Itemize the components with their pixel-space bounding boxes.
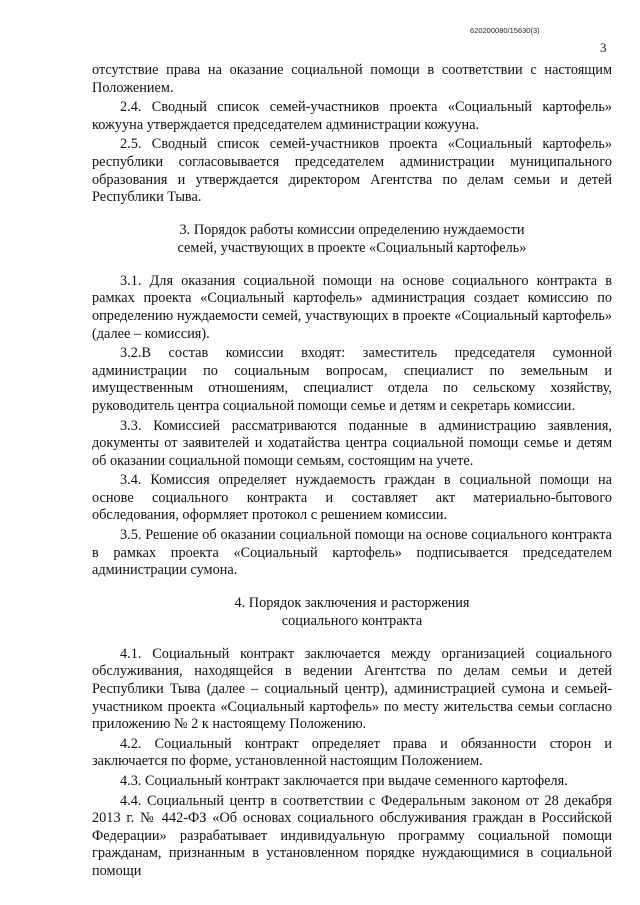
section-heading-3-line-2: семей, участвующих в проекте «Социальный картофель» xyxy=(177,239,527,256)
paragraph-3-4: 3.4. Комиссия определяет нуждаемость граждан в социальной помощи на основе социального контракта и составляет акт материально-бытового обследования, оформляет протокол с решением комиссии. xyxy=(92,472,612,524)
section-heading-4 xyxy=(92,594,612,630)
paragraph-4-4: 4.4. Социальный центр в соответствии с Федеральным законом от 28 декабря 2013 г. № 442-ФЗ «Об основах социального обслуживания граждан в Российской Федерации» разрабатывает индивидуальную программу социальной помощи гражданам, признанным в установленном порядке нуждающимися в социальной помощи xyxy=(92,792,612,879)
document-number: 620200080/15630(3) xyxy=(470,26,540,35)
paragraph-2-5: 2.5. Сводный список семей-участников проекта «Социальный картофель» республики согласовывается председателем администрации муниципального образования и утверждается директором Агентства по делам семьи и детей Республики Тыва. xyxy=(92,136,612,206)
section-heading-3-line-1: 3. Порядок работы комиссии определению нуждаемости xyxy=(179,221,525,238)
paragraph-2-4: 2.4. Сводный список семей-участников проекта «Социальный картофель» кожууна утверждается председателем администрации кожууна. xyxy=(92,99,612,133)
paragraph-4-3: 4.3. Социальный контракт заключается при выдаче семенного картофеля. xyxy=(120,773,568,789)
paragraph-3-3: 3.3. Комиссией рассматриваются поданные в администрацию заявления, документы от заявителей и ходатайства центра социальной помощи семье и детям об оказании социальной помощи семьям, состоящим на учете. xyxy=(92,417,612,469)
paragraph-4-2: 4.2. Социальный контракт определяет права и обязанности сторон и заключается по форме, установленной настоящим Положением. xyxy=(92,735,612,770)
document-body xyxy=(92,62,612,883)
paragraph-3-1: 3.1. Для оказания социальной помощи на основе социального контракта в рамках проекта «Социальный картофель» администрация создает комиссию по определению нуждаемости семей, участвующих в проекте «Социальный картофель» (далее – комиссия). xyxy=(92,272,612,342)
section-heading-4-line-1: 4. Порядок заключения и расторжения xyxy=(234,594,470,611)
page-number: 3 xyxy=(600,40,607,55)
paragraph-4-1: 4.1. Социальный контракт заключается между организацией социального обслуживания, находящейся в ведении Агентства по делам семьи и детей Республики Тыва (далее – социальный центр), администрацией сумона и семьей-участником проекта «Социальный картофель» по месту жительства семьи согласно приложению № 2 к настоящему Положению. xyxy=(92,645,612,733)
section-heading-3 xyxy=(92,221,612,257)
section-heading-4-line-2: социального контракта xyxy=(281,612,423,629)
paragraph-continuation: отсутствие права на оказание социальной помощи в соответствии с настоящим Положением. xyxy=(92,62,612,96)
paragraph-3-2: 3.2.В состав комиссии входят: заместитель председателя сумонной администрации по социальным вопросам, специалист по земельным и имущественным отношениям, специалист отдела по сельскому хозяйству, руководитель центра социальной помощи семье и детям и секретарь комиссии. xyxy=(92,345,612,414)
paragraph-3-5: 3.5. Решение об оказании социальной помощи на основе социального контракта в рамках проекта «Социальный картофель» подписывается председателем администрации сумона. xyxy=(92,527,612,579)
